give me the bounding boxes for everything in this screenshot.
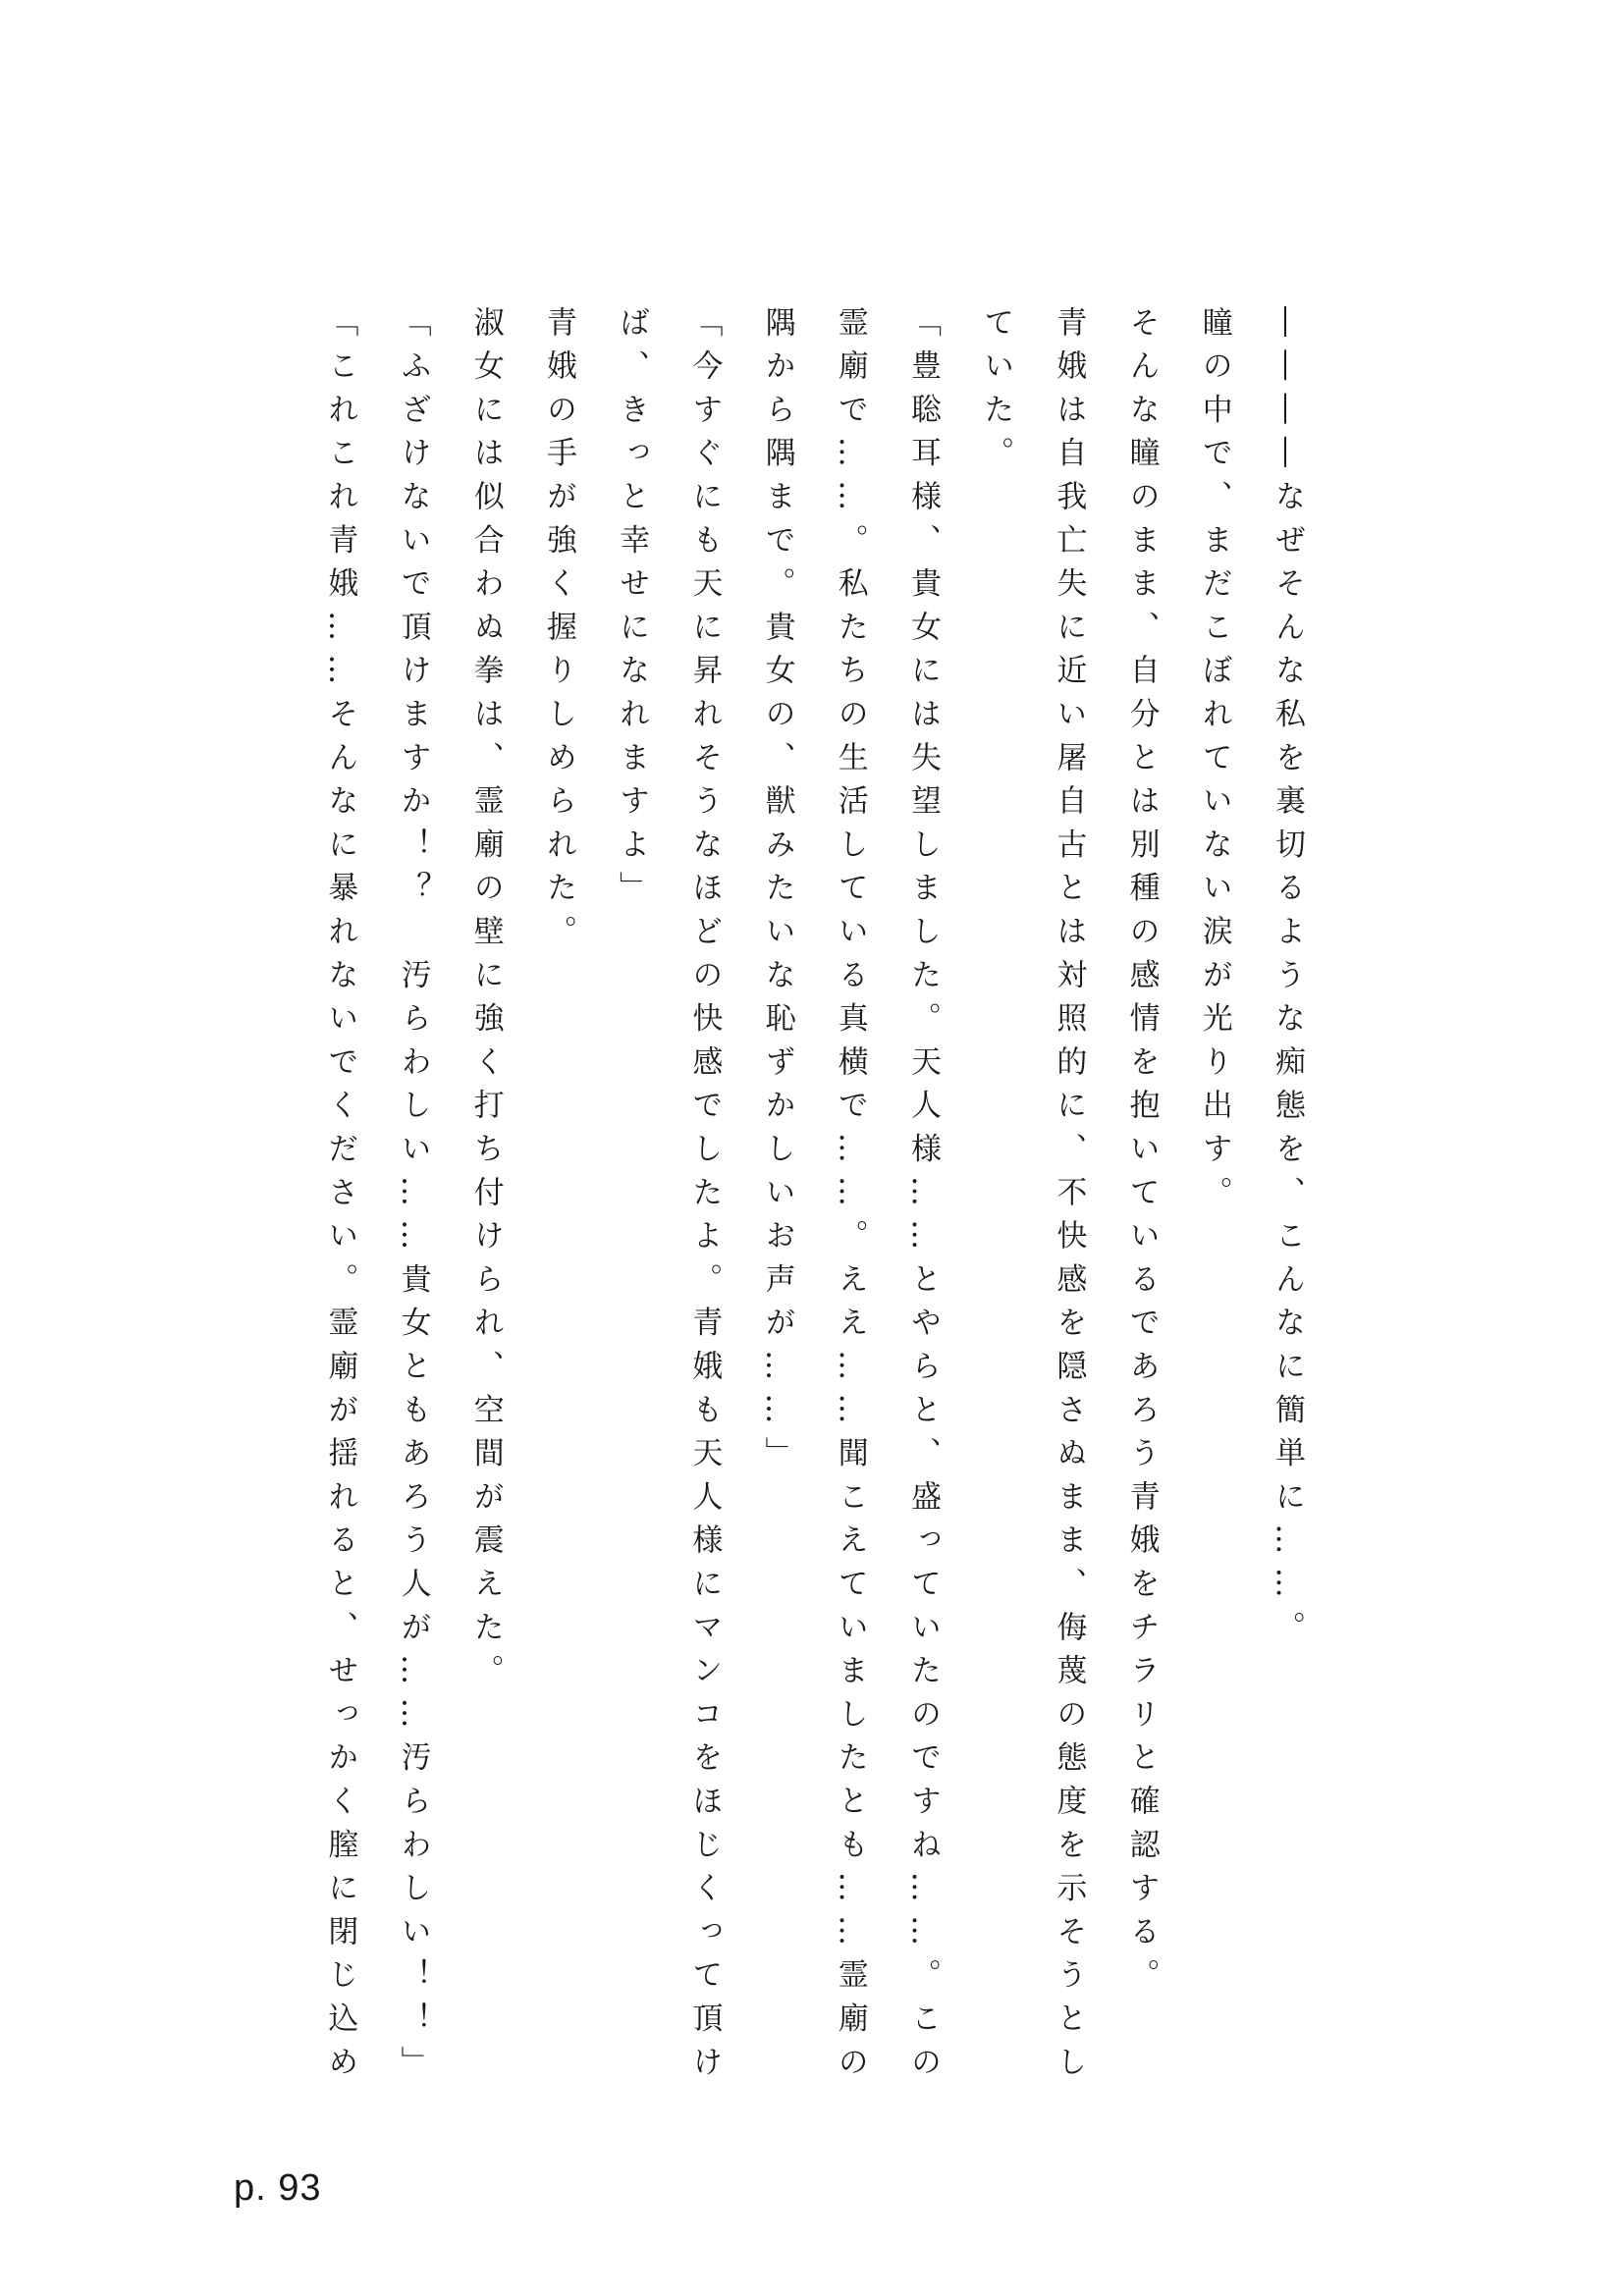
vertical-text-body [244,306,1324,2103]
page-number: p. 93 [234,2167,322,2209]
paragraph: 「ふざけないで頂けますか！？ 汚らわしい……貴女ともあろう人が……汚らわしい！！」 [395,306,431,2090]
paragraph: 瞳の中で、まだこぼれていない涙が光り出す。 [1196,306,1232,1220]
paragraph: 「豊聡耳様、貴女には失望しました。天人様……とやらと、盛っていたのですね……。この霊廟で……。私たちの生活している真横で……。ええ……聞こえていましたとも……霊廟の隅から隅まで。貴女の、獣みたいな恥ずかしいお声が……」 [759,306,941,2090]
paragraph: 淑女には似合わぬ拳は、霊廟の壁に強く打ち付けられ、空間が震えた。 [467,306,504,1698]
paragraph: そんな瞳のまま、自分とは別種の感情を抱いているであろう青娥をチラリと確認する。 [1123,306,1160,2002]
paragraph: 青娥は自我亡失に近い屠自古とは対照的に、不快感を隠さぬまま、侮蔑の態度を示そうとしていた。 [978,306,1087,2090]
paragraph: 「今すぐにも天に昇れそうなほどの快感でしたよ。青娥も天人様にマンコをほじくって頂けば、きっと幸せになれますよ」 [614,306,723,2090]
paragraph: 青娥の手が強く握りしめられた。 [540,306,576,959]
paragraph: 「これこれ青娥……そんなに暴れないでください。霊廟が揺れると、せっかく膣に閉じ込め [322,306,358,2090]
paragraph: ――――なぜそんな私を裏切るような痴態を、こんなに簡単に……。 [1270,306,1305,1655]
